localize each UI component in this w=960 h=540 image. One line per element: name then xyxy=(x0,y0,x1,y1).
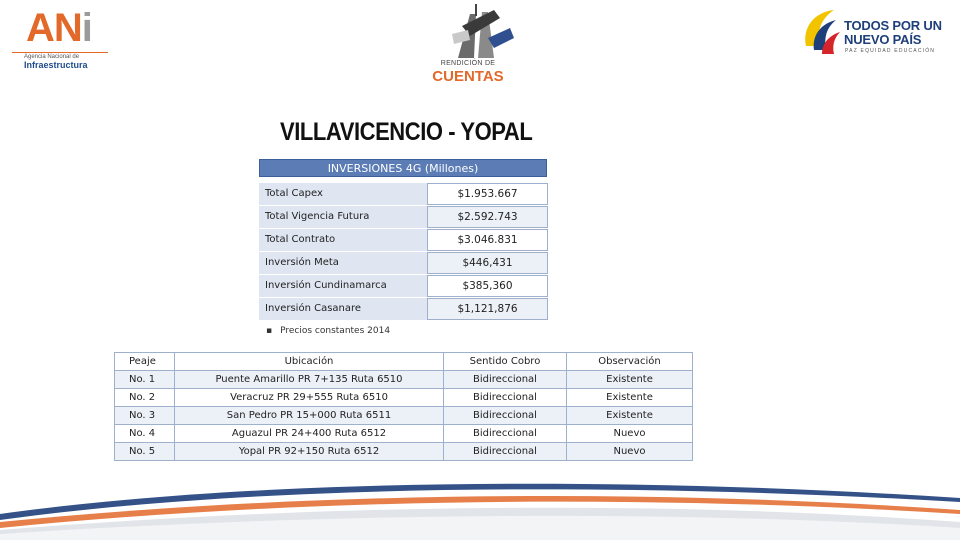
ani-logo-rule xyxy=(12,52,108,53)
toll-location: Aguazul PR 24+400 Ruta 6512 xyxy=(175,425,444,443)
page-title: VILLAVICENCIO - YOPAL xyxy=(280,118,533,146)
prices-footnote xyxy=(266,326,390,336)
column-header-peaje: Peaje xyxy=(115,353,175,371)
toll-location: Puente Amarillo PR 7+135 Ruta 6510 xyxy=(175,371,444,389)
investment-value: $1,121,876 xyxy=(427,298,548,320)
toll-number: No. 5 xyxy=(115,443,175,461)
rendicion-logo-small-text: RENDICIÓN DE xyxy=(440,60,496,67)
footnote-text: Precios constantes 2014 xyxy=(280,326,391,336)
toll-status: Existente xyxy=(567,371,693,389)
toll-status: Nuevo xyxy=(567,443,693,461)
todos-logo-line1: TODOS POR UN xyxy=(844,18,942,33)
footnote-bullet: ▪ xyxy=(266,326,273,336)
toll-direction: Bidireccional xyxy=(444,407,567,425)
toll-direction: Bidireccional xyxy=(444,371,567,389)
table-row xyxy=(115,425,693,443)
rendicion-logo-big-text: CUENTAS xyxy=(432,68,504,85)
table-row xyxy=(115,371,693,389)
investment-value: $446,431 xyxy=(427,252,548,274)
investment-row xyxy=(259,183,549,205)
investment-row xyxy=(259,298,549,320)
todos-logo-line2: NUEVO PAÍS xyxy=(844,32,922,47)
toll-status: Nuevo xyxy=(567,425,693,443)
investment-row xyxy=(259,252,549,274)
tolls-table xyxy=(114,352,693,461)
table-row xyxy=(115,443,693,461)
investment-label: Inversión Casanare xyxy=(259,298,427,320)
column-header-observacion: Observación xyxy=(567,353,693,371)
investment-value: $1.953.667 xyxy=(427,183,548,205)
investment-row xyxy=(259,275,549,297)
column-header-sentido-cobro: Sentido Cobro xyxy=(444,353,567,371)
investment-label: Inversión Cundinamarca xyxy=(259,275,427,297)
ani-logo-mark: ANi xyxy=(26,6,92,50)
bottom-swoosh-decoration xyxy=(0,468,960,540)
column-header-ubicacion: Ubicación xyxy=(175,353,444,371)
rendicion-cuentas-logo xyxy=(418,4,518,90)
todos-por-un-nuevo-pais-logo xyxy=(800,6,950,58)
investments-header: INVERSIONES 4G (Millones) xyxy=(259,159,547,177)
toll-number: No. 1 xyxy=(115,371,175,389)
investment-value: $3.046.831 xyxy=(427,229,548,251)
colombia-swoosh-icon xyxy=(800,6,844,58)
toll-direction: Bidireccional xyxy=(444,389,567,407)
road-sign-icon xyxy=(448,4,514,60)
toll-location: San Pedro PR 15+000 Ruta 6511 xyxy=(175,407,444,425)
investment-value: $2.592.743 xyxy=(427,206,548,228)
investment-label: Inversión Meta xyxy=(259,252,427,274)
investment-row xyxy=(259,229,549,251)
investment-label: Total Vigencia Futura xyxy=(259,206,427,228)
ani-logo-line1: Agencia Nacional de xyxy=(24,54,80,60)
toll-number: No. 2 xyxy=(115,389,175,407)
toll-direction: Bidireccional xyxy=(444,443,567,461)
toll-location: Veracruz PR 29+555 Ruta 6510 xyxy=(175,389,444,407)
investment-label: Total Capex xyxy=(259,183,427,205)
toll-location: Yopal PR 92+150 Ruta 6512 xyxy=(175,443,444,461)
toll-number: No. 3 xyxy=(115,407,175,425)
ani-logo-line2: Infraestructura xyxy=(24,60,88,70)
investment-label: Total Contrato xyxy=(259,229,427,251)
investment-value: $385,360 xyxy=(427,275,548,297)
tolls-header-row xyxy=(115,353,693,371)
table-row xyxy=(115,389,693,407)
toll-status: Existente xyxy=(567,407,693,425)
toll-number: No. 4 xyxy=(115,425,175,443)
todos-logo-line3: PAZ EQUIDAD EDUCACIÓN xyxy=(845,48,936,54)
toll-status: Existente xyxy=(567,389,693,407)
ani-logo xyxy=(12,6,112,68)
investment-row xyxy=(259,206,549,228)
table-row xyxy=(115,407,693,425)
toll-direction: Bidireccional xyxy=(444,425,567,443)
